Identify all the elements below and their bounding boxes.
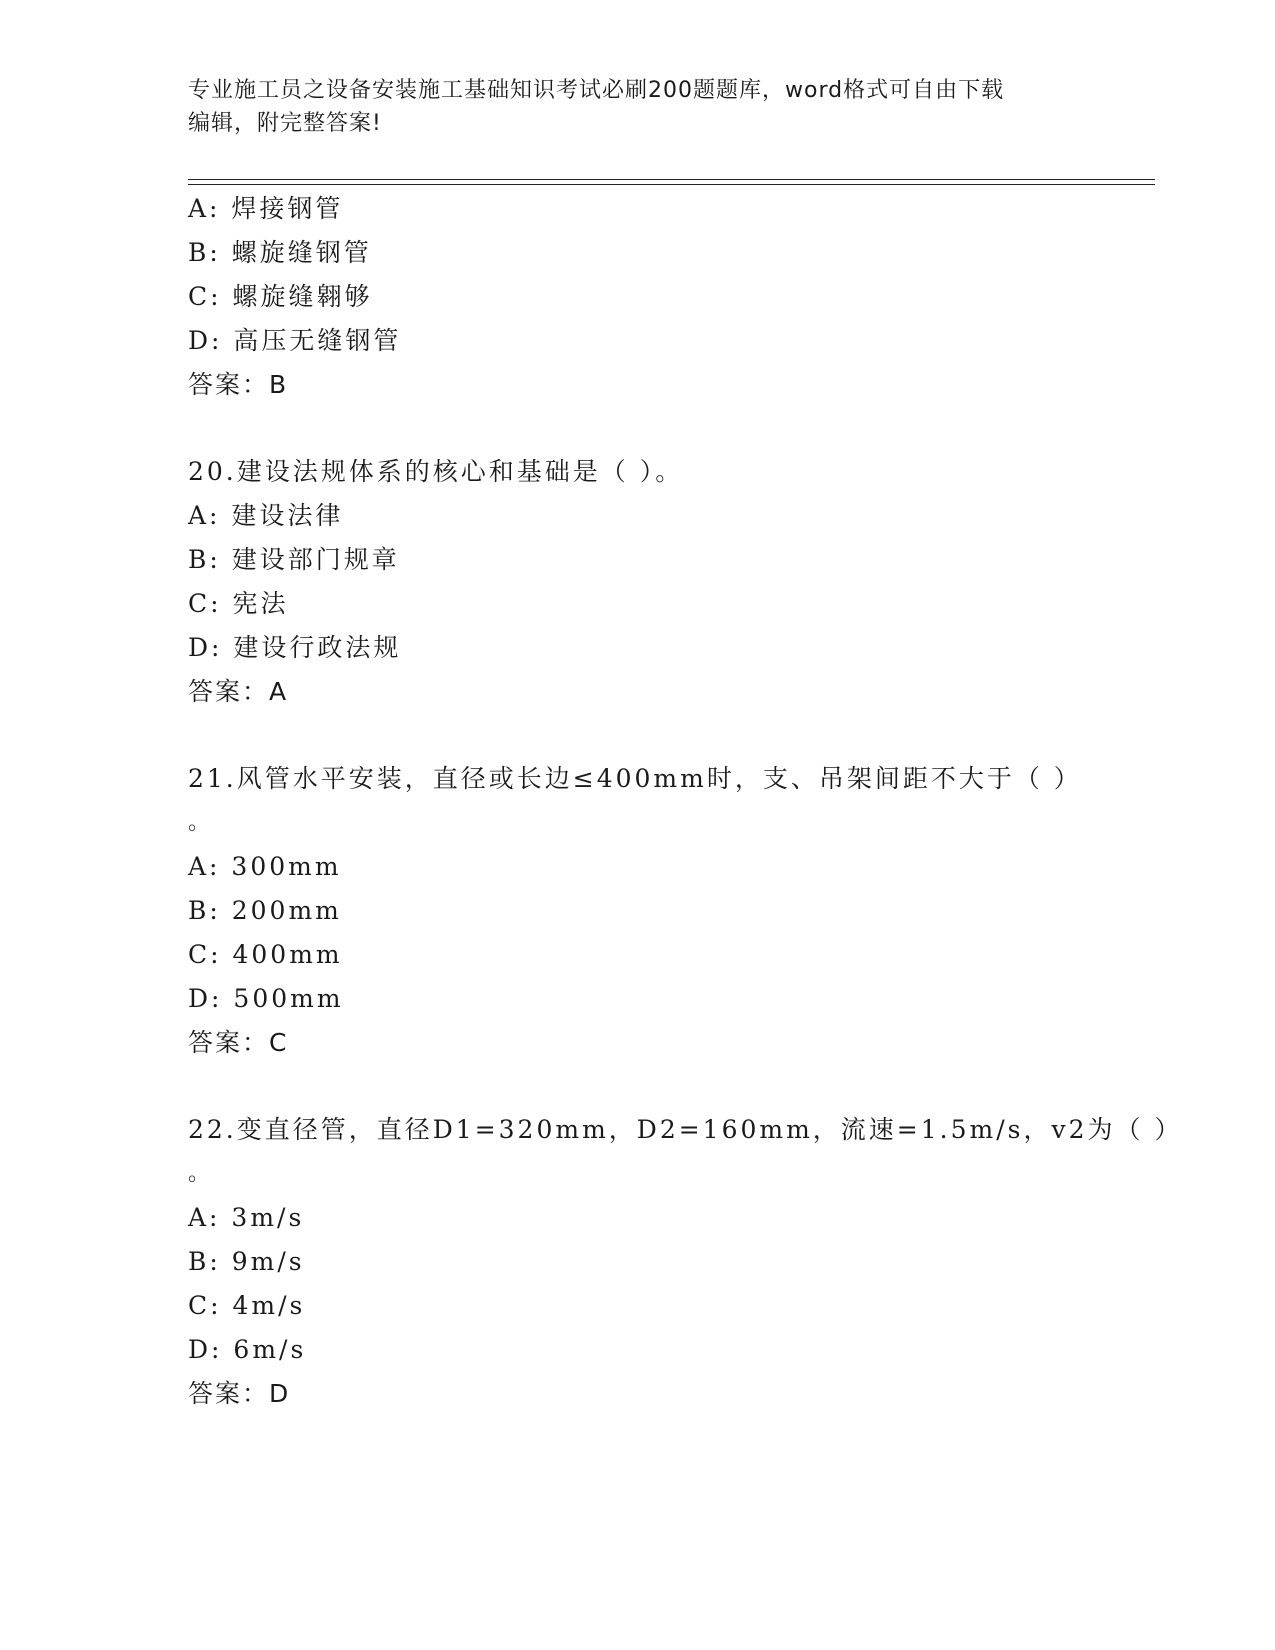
q19-option-a: A: 焊接钢管 <box>188 194 344 223</box>
q20-option-c: C: 宪法 <box>188 589 289 618</box>
q19-answer: 答案：B <box>188 370 289 399</box>
q22-option-d: D: 6m/s <box>188 1335 307 1364</box>
q21-question-tail: 。 <box>188 810 211 835</box>
header-title-line-1: 专业施工员之设备安装施工基础知识考试必刷200题题库，word格式可自由下载 <box>188 78 1005 103</box>
q22-answer: 答案：D <box>188 1379 291 1408</box>
q20-option-a: A: 建设法律 <box>188 501 344 530</box>
header-divider-bottom <box>188 184 1155 185</box>
q21-option-c: C: 400mm <box>188 940 343 969</box>
q21-answer: 答案：C <box>188 1028 289 1057</box>
header-divider-top <box>188 179 1155 180</box>
q21-option-a: A: 300mm <box>188 852 342 881</box>
q21-option-d: D: 500mm <box>188 984 344 1013</box>
q19-option-b: B: 螺旋缝钢管 <box>188 238 372 267</box>
q21-question: 21.风管水平安装，直径或长边≤400mm时，支、吊架间距不大于（ ） <box>188 764 1082 793</box>
q21-option-b: B: 200mm <box>188 896 342 925</box>
q19-option-d: D: 高压无缝钢管 <box>188 326 402 355</box>
q20-option-d: D: 建设行政法规 <box>188 633 402 662</box>
q22-question-tail: 。 <box>188 1161 211 1186</box>
q22-option-a: A: 3m/s <box>188 1203 305 1232</box>
q22-option-c: C: 4m/s <box>188 1291 306 1320</box>
document-header <box>188 74 1088 140</box>
header-title-line-2: 编辑，附完整答案! <box>188 111 382 136</box>
q19-option-c: C: 螺旋缝翱够 <box>188 282 373 311</box>
q20-answer: 答案：A <box>188 677 289 706</box>
q20-option-b: B: 建设部门规章 <box>188 545 400 574</box>
q22-option-b: B: 9m/s <box>188 1247 305 1276</box>
q20-question: 20.建设法规体系的核心和基础是（ ）。 <box>188 457 684 486</box>
q22-question: 22.变直径管，直径D1=320mm，D2=160mm，流速=1.5m/s，v2为（ ） <box>188 1115 1183 1144</box>
